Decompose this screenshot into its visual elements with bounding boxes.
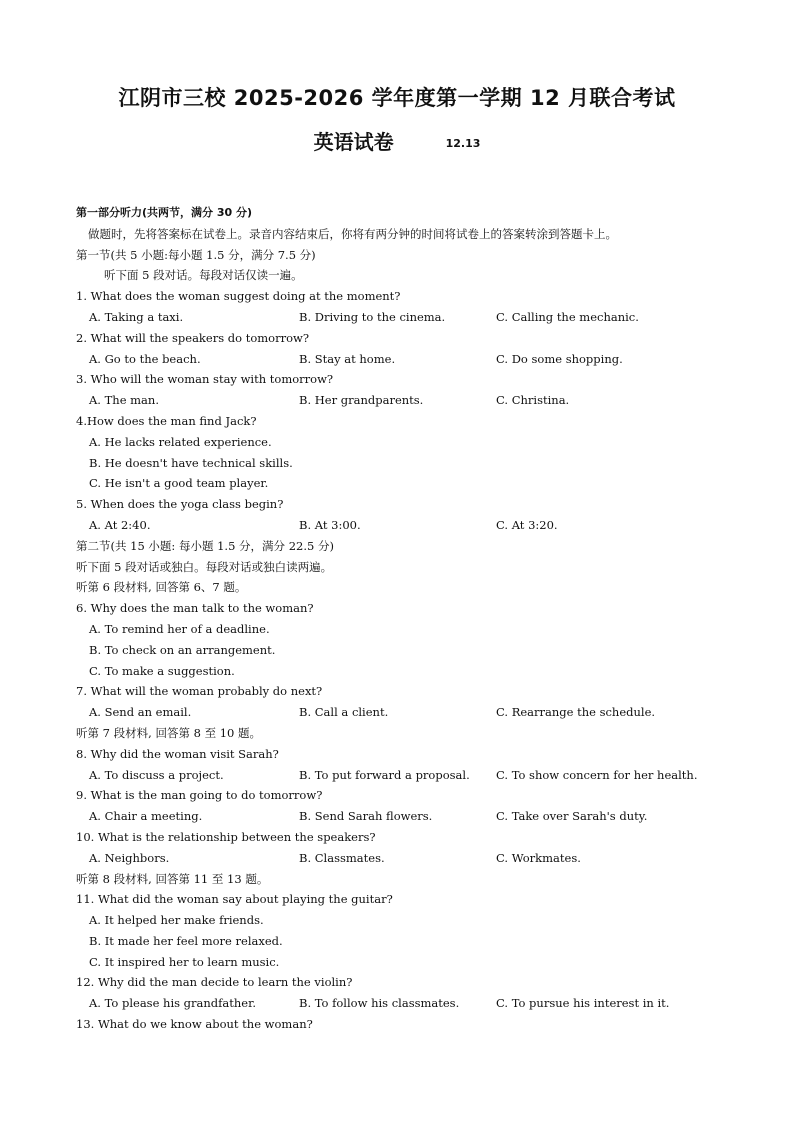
exam-subtitle: 英语试卷 — [313, 130, 394, 154]
option-c: C. Do some shopping. — [496, 351, 623, 366]
question-1: 1. What does the woman suggest doing at the moment? — [76, 289, 401, 304]
option-b: B. Stay at home. — [299, 351, 396, 366]
option-a: A. He lacks related experience. — [89, 434, 272, 449]
question-5-options — [76, 515, 756, 536]
question-9: 9. What is the man going to do tomorrow? — [76, 788, 323, 803]
section1-instructions: 听下面 5 段对话。每段对话仅读一遍。 — [104, 268, 303, 283]
question-8-options — [76, 765, 756, 786]
option-c: C. Workmates. — [496, 850, 581, 865]
option-a: A. The man. — [89, 393, 159, 408]
option-a: A. To please his grandfather. — [89, 996, 256, 1011]
question-6: 6. Why does the man talk to the woman? — [76, 601, 314, 616]
material-6-heading: 听第 6 段材料, 回答第 6、7 题。 — [76, 580, 247, 595]
option-c: C. Rearrange the schedule. — [496, 705, 656, 720]
exam-subtitle-row — [0, 126, 794, 155]
question-3: 3. Who will the woman stay with tomorrow? — [76, 372, 334, 387]
option-c: C. At 3:20. — [496, 517, 558, 532]
question-9-options — [76, 806, 756, 827]
question-10-options — [76, 848, 756, 869]
option-a: A. Send an email. — [89, 705, 192, 720]
option-a: A. Go to the beach. — [89, 351, 201, 366]
question-5: 5. When does the yoga class begin? — [76, 497, 284, 512]
exam-title: 江阴市三校 2025-2026 学年度第一学期 12 月联合考试 — [118, 86, 676, 110]
option-a: A. Neighbors. — [89, 850, 170, 865]
option-a: A. To discuss a project. — [89, 767, 224, 782]
option-c: C. Christina. — [496, 393, 570, 408]
option-b: B. He doesn't have technical skills. — [89, 455, 293, 470]
option-c: C. Calling the mechanic. — [496, 309, 639, 324]
question-4: 4.How does the man find Jack? — [76, 413, 257, 428]
question-7: 7. What will the woman probably do next? — [76, 684, 323, 699]
question-2-options — [76, 349, 756, 370]
option-c: C. Take over Sarah's duty. — [496, 809, 648, 824]
option-c: C. To show concern for her health. — [496, 767, 698, 782]
option-a: A. Chair a meeting. — [89, 809, 203, 824]
option-b: B. To put forward a proposal. — [299, 767, 470, 782]
option-b: B. Her grandparents. — [299, 393, 424, 408]
option-b: B. It made her feel more relaxed. — [89, 933, 283, 948]
question-2: 2. What will the speakers do tomorrow? — [76, 330, 310, 345]
question-10: 10. What is the relationship between the speakers? — [76, 829, 376, 844]
option-c: C. To pursue his interest in it. — [496, 996, 670, 1011]
question-12: 12. Why did the man decide to learn the violin? — [76, 975, 353, 990]
option-c: C. To make a suggestion. — [89, 663, 235, 678]
exam-content — [76, 203, 756, 1035]
option-b: B. Send Sarah flowers. — [299, 809, 433, 824]
question-12-options — [76, 993, 756, 1014]
question-11: 11. What did the woman say about playing the guitar? — [76, 892, 393, 907]
section2-instructions: 听下面 5 段对话或独白。每段对话或独白读两遍。 — [76, 559, 333, 574]
option-b: B. Call a client. — [299, 705, 389, 720]
option-b: B. To follow his classmates. — [299, 996, 460, 1011]
question-7-options — [76, 702, 756, 723]
option-b: B. At 3:00. — [299, 517, 361, 532]
option-c: C. It inspired her to learn music. — [89, 954, 280, 969]
section2-heading: 第二节(共 15 小题: 每小题 1.5 分，满分 22.5 分) — [76, 538, 334, 553]
question-13: 13. What do we know about the woman? — [76, 1017, 313, 1032]
section1-heading: 第一节(共 5 小题:每小题 1.5 分，满分 7.5 分) — [76, 247, 316, 262]
option-a: A. To remind her of a deadline. — [89, 621, 270, 636]
option-b: B. To check on an arrangement. — [89, 642, 276, 657]
option-c: C. He isn't a good team player. — [89, 476, 269, 491]
question-1-options — [76, 307, 756, 328]
option-a: A. It helped her make friends. — [89, 913, 264, 928]
part1-instructions: 做题时，先将答案标在试卷上。录音内容结束后，你将有两分钟的时间将试卷上的答案转涂到答题卡上。 — [88, 226, 617, 241]
option-b: B. Driving to the cinema. — [299, 309, 446, 324]
option-b: B. Classmates. — [299, 850, 385, 865]
exam-date: 12.13 — [445, 137, 481, 150]
question-3-options — [76, 390, 756, 411]
option-a: A. Taking a taxi. — [89, 309, 184, 324]
material-7-heading: 听第 7 段材料, 回答第 8 至 10 题。 — [76, 725, 262, 740]
material-8-heading: 听第 8 段材料, 回答第 11 至 13 题。 — [76, 871, 269, 886]
option-a: A. At 2:40. — [89, 517, 151, 532]
part1-heading: 第一部分听力(共两节，满分 30 分) — [76, 206, 253, 219]
question-8: 8. Why did the woman visit Sarah? — [76, 746, 279, 761]
